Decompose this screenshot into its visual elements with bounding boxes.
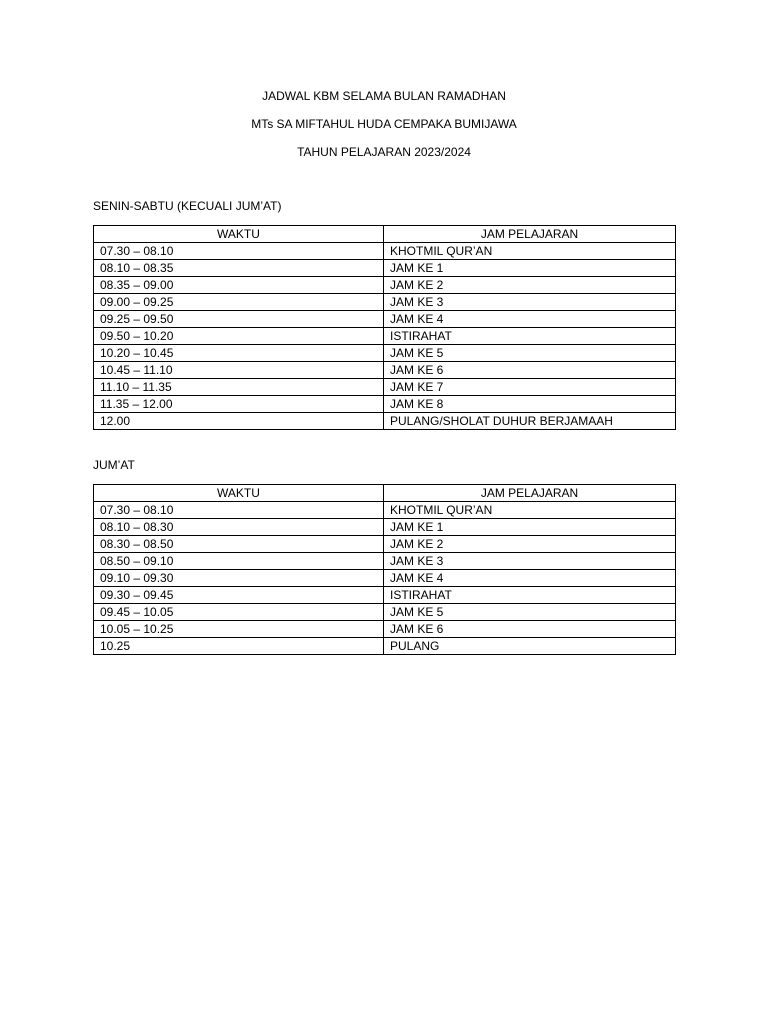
column-header-jam-pelajaran: JAM PELAJARAN [384,226,676,243]
activity-cell: JAM KE 5 [384,345,676,362]
time-cell: 11.10 – 11.35 [94,379,384,396]
table-row [94,362,676,379]
table-row [94,345,676,362]
time-cell: 10.05 – 10.25 [94,621,384,638]
activity-cell: JAM KE 8 [384,396,676,413]
time-cell: 08.30 – 08.50 [94,536,384,553]
time-cell: 11.35 – 12.00 [94,396,384,413]
table-row [94,379,676,396]
time-cell: 08.50 – 09.10 [94,553,384,570]
activity-cell: JAM KE 4 [384,570,676,587]
table-row [94,294,676,311]
time-cell: 08.10 – 08.35 [94,260,384,277]
activity-cell: JAM KE 7 [384,379,676,396]
table-row [94,396,676,413]
section-heading-weekday: SENIN-SABTU (KECUALI JUM’AT) [93,199,282,213]
document-title: JADWAL KBM SELAMA BULAN RAMADHAN [262,89,506,103]
activity-cell: PULANG/SHOLAT DUHUR BERJAMAAH [384,413,676,430]
time-cell: 10.20 – 10.45 [94,345,384,362]
table-row [94,638,676,655]
time-cell: 10.25 [94,638,384,655]
table-header-row [94,485,676,502]
table-row [94,502,676,519]
time-cell: 09.45 – 10.05 [94,604,384,621]
table-row [94,587,676,604]
section-heading-friday: JUM’AT [93,458,135,472]
table-row [94,277,676,294]
activity-cell: JAM KE 6 [384,621,676,638]
table-row [94,621,676,638]
table-row [94,311,676,328]
activity-cell: JAM KE 3 [384,553,676,570]
academic-year: TAHUN PELAJARAN 2023/2024 [297,145,471,159]
activity-cell: JAM KE 6 [384,362,676,379]
time-cell: 08.10 – 08.30 [94,519,384,536]
schedule-table-friday [93,484,676,655]
time-cell: 09.50 – 10.20 [94,328,384,345]
column-header-waktu: WAKTU [94,485,384,502]
time-cell: 09.10 – 09.30 [94,570,384,587]
activity-cell: JAM KE 5 [384,604,676,621]
table-row [94,570,676,587]
column-header-waktu: WAKTU [94,226,384,243]
time-cell: 09.30 – 09.45 [94,587,384,604]
table-row [94,553,676,570]
table-header-row [94,226,676,243]
activity-cell: PULANG [384,638,676,655]
table-row [94,413,676,430]
time-cell: 12.00 [94,413,384,430]
activity-cell: JAM KE 1 [384,260,676,277]
activity-cell: JAM KE 1 [384,519,676,536]
table-row [94,328,676,345]
time-cell: 07.30 – 08.10 [94,243,384,260]
table-row [94,604,676,621]
activity-cell: JAM KE 2 [384,277,676,294]
activity-cell: JAM KE 4 [384,311,676,328]
time-cell: 07.30 – 08.10 [94,502,384,519]
time-cell: 08.35 – 09.00 [94,277,384,294]
time-cell: 10.45 – 11.10 [94,362,384,379]
activity-cell: JAM KE 3 [384,294,676,311]
table-row [94,536,676,553]
time-cell: 09.00 – 09.25 [94,294,384,311]
activity-cell: JAM KE 2 [384,536,676,553]
activity-cell: ISTIRAHAT [384,587,676,604]
time-cell: 09.25 – 09.50 [94,311,384,328]
school-name: MTs SA MIFTAHUL HUDA CEMPAKA BUMIJAWA [251,117,517,131]
activity-cell: KHOTMIL QUR’AN [384,243,676,260]
table-row [94,519,676,536]
activity-cell: KHOTMIL QUR’AN [384,502,676,519]
activity-cell: ISTIRAHAT [384,328,676,345]
column-header-jam-pelajaran: JAM PELAJARAN [384,485,676,502]
table-row [94,243,676,260]
table-row [94,260,676,277]
schedule-table-weekday [93,225,676,430]
